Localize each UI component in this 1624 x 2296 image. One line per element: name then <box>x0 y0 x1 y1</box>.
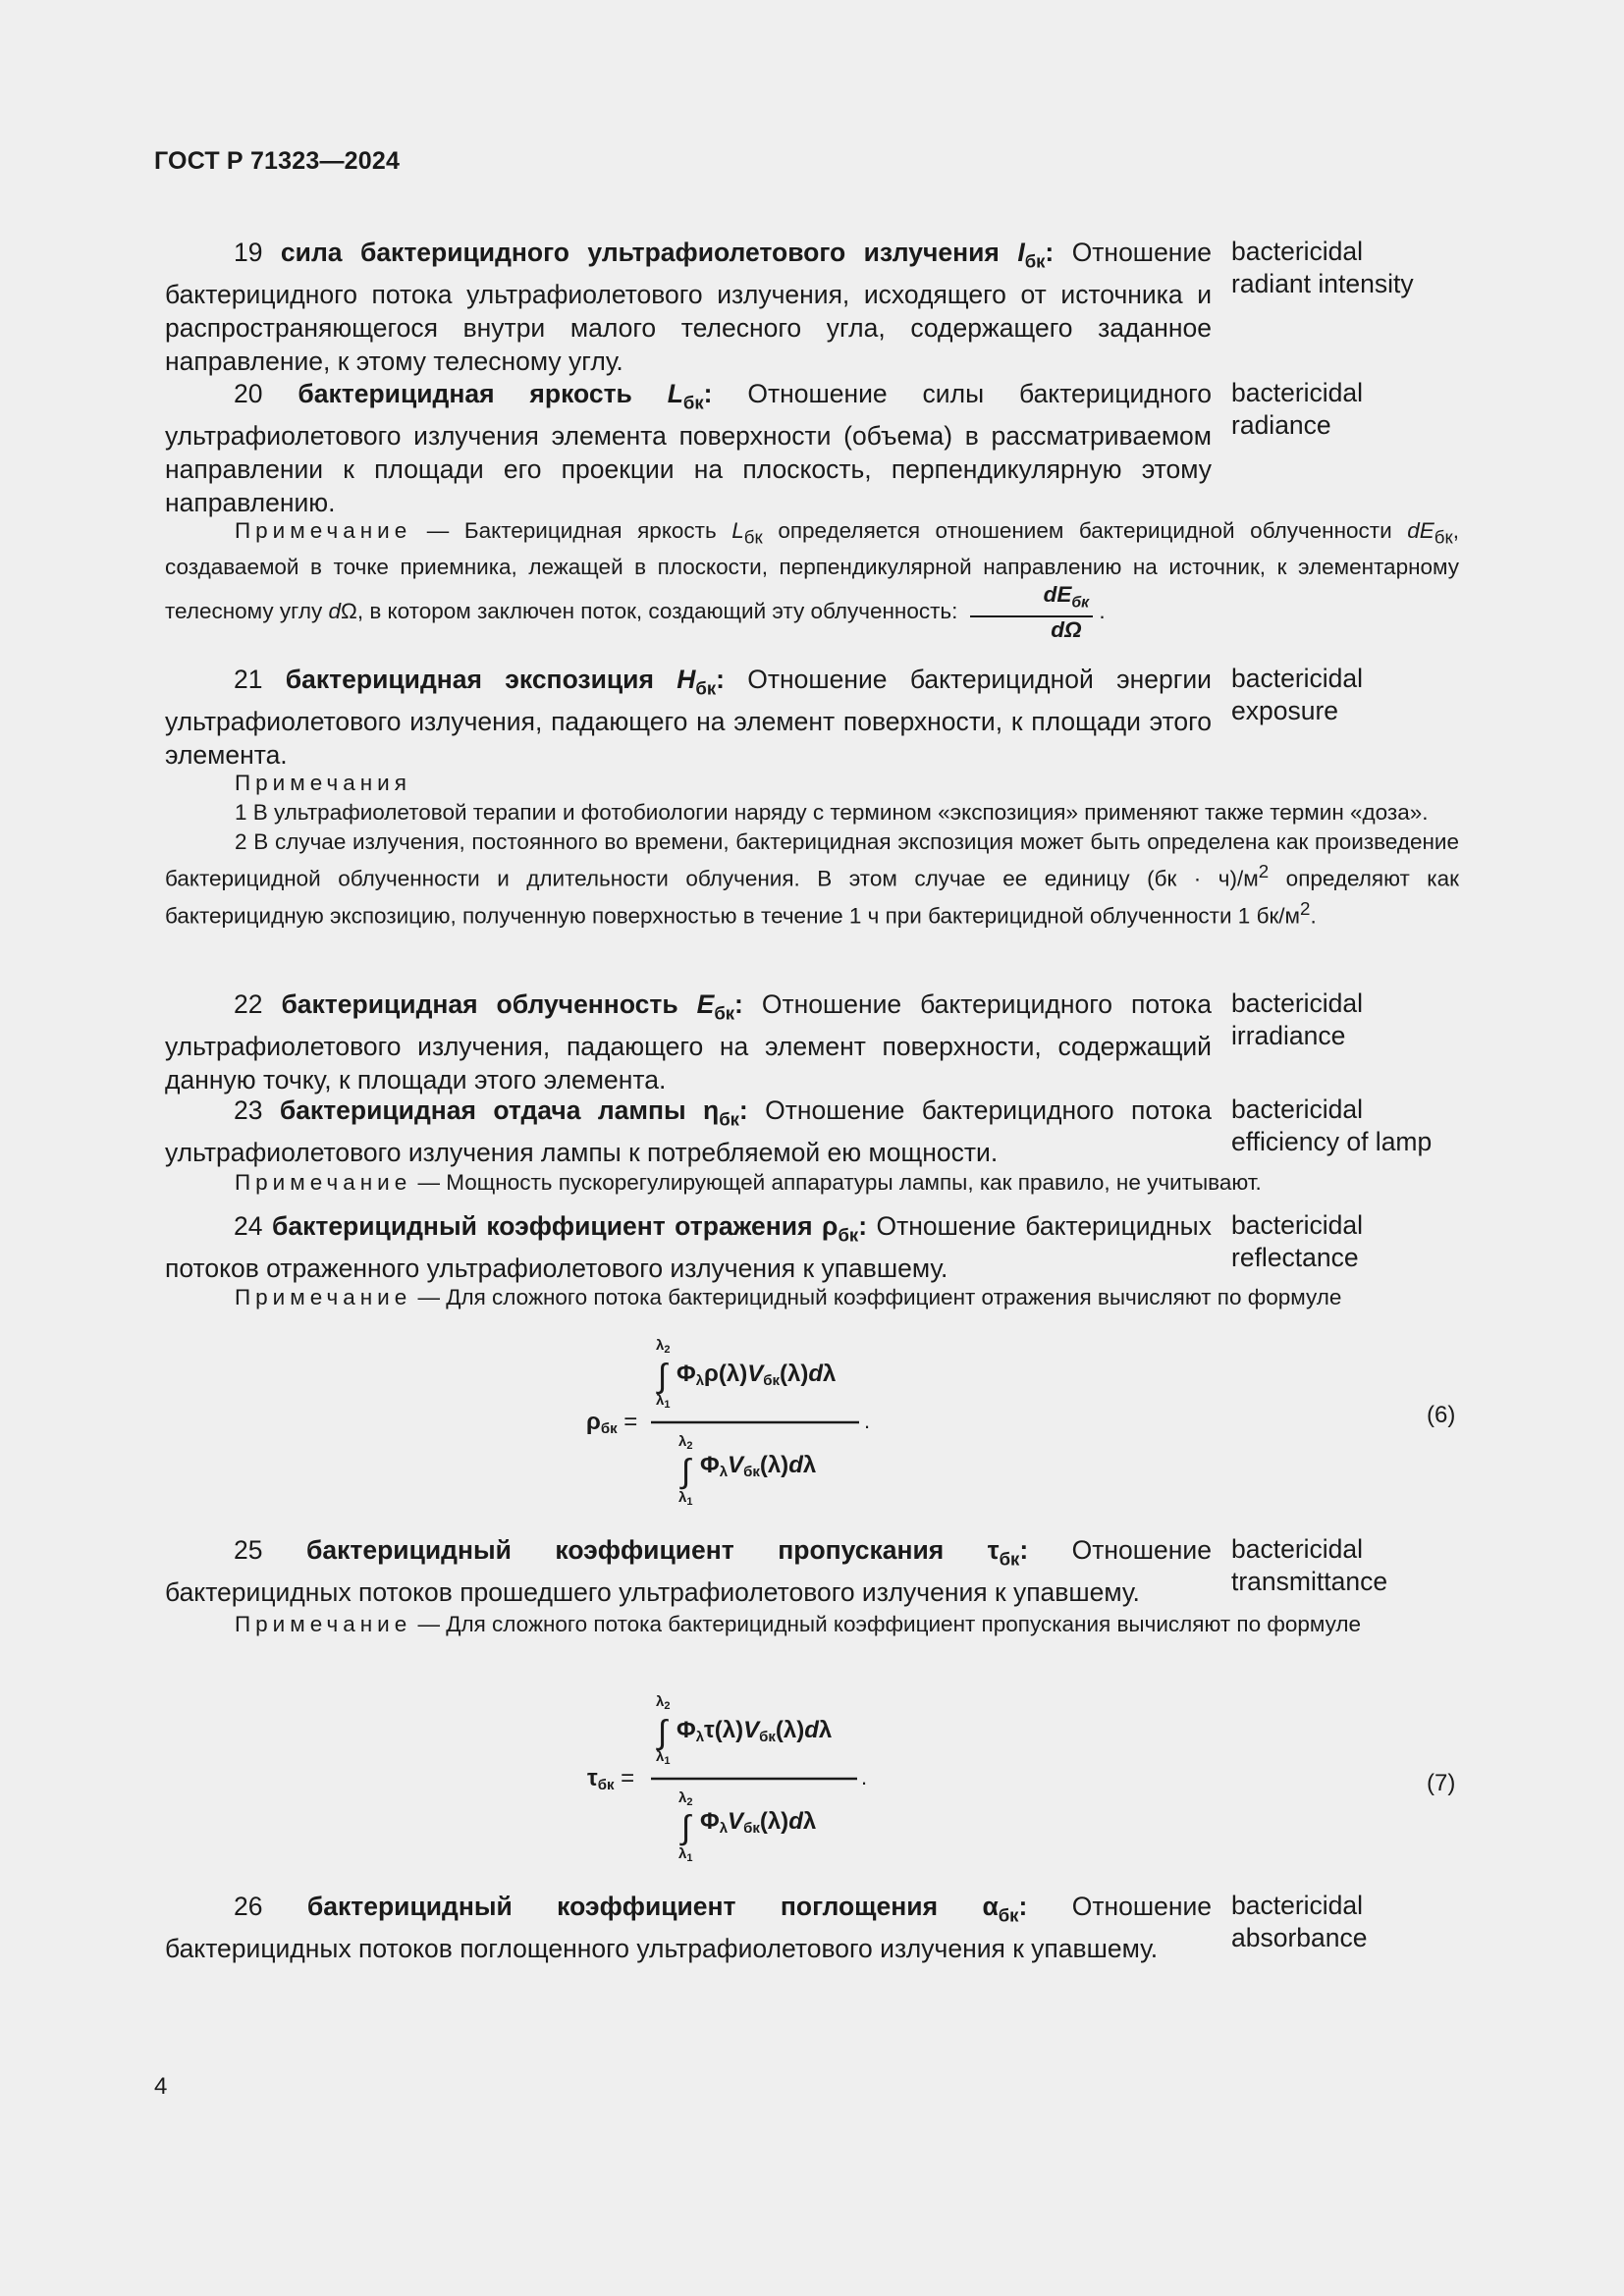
svg-text:Φλρ(λ)Vбк(λ)dλ: Φλρ(λ)Vбк(λ)dλ <box>677 1361 837 1389</box>
svg-text:ρбк =: ρбк = <box>586 1409 638 1437</box>
term-22-name: бактерицидная облученность <box>281 989 678 1019</box>
term-22 <box>165 988 1467 1096</box>
term-21-name: бактерицидная экспозиция <box>285 665 654 694</box>
term-20-definition: 20 бактерицидная яркость $L_{бк}$: Отношение силы бактерицидного ультрафиолетового излучения элемента поверхности (объема) в рассматриваемом направлении к площади его проекции на плоскость, перпендикулярную этому направлению. <box>165 379 1212 518</box>
equation-number-6: (6) <box>1427 1402 1456 1428</box>
term-25 <box>165 1533 1467 1609</box>
svg-text:∫: ∫ <box>658 1358 668 1395</box>
svg-text:Φλτ(λ)Vбк(λ)dλ: Φλτ(λ)Vбк(λ)dλ <box>677 1717 833 1745</box>
svg-text:λ2: $\lambda_2$ <box>678 1789 693 1808</box>
svg-text:λ1: $\lambda_1$ <box>678 1845 693 1864</box>
note-term-25: Примечание — Для сложного потока бактерицидный коэффициент пропускания вычисляют по формуле <box>235 1612 1361 1636</box>
note-term-20: Примечание — Бактерицидная яркость $L_{бк}$ определяется отношением бактерицидной облученности $dE_{бк}$, создаваемой в точке приемника, лежащей в плоскости, перпендикулярной направлению на источник, к элементарному телесному углу dΩ, в котором заключен поток, создающий эту облученность: $dE_{бк}$ dΩ . <box>165 518 1459 642</box>
svg-text:λ2: $\lambda_2$ <box>678 1433 693 1452</box>
equation-number-7: (7) <box>1427 1770 1456 1796</box>
term-25-english: bactericidal transmittance <box>1231 1534 1388 1596</box>
term-25-name: бактерицидный коэффициент пропускания <box>306 1535 945 1565</box>
term-23-name: бактерицидная отдача лампы <box>279 1095 686 1125</box>
svg-text:∫: ∫ <box>681 1809 691 1846</box>
note-term-23: Примечание — Мощность пускорегулирующей аппаратуры лампы, как правило, не учитывают. <box>235 1170 1262 1195</box>
note-term-24: Примечание — Для сложного потока бактерицидный коэффициент отражения вычисляют по формуле <box>235 1285 1342 1309</box>
term-24-english: bactericidal reflectance <box>1231 1210 1364 1272</box>
notes-term-21: Примечания 1 В ультрафиолетовой терапии и фотобиологии наряду с термином «экспозиция» применяют также термин «доза». 2 В случае излучения, постоянного во времени, бактерицидная экспозиция может быть определена как произведение бактерицидной облученности и длительности облучения. В этом случае ее единицу $(бк \cdot ч)/м^2$ определяют как бактерицидную экспозицию, полученную поверхностью в течение 1 ч при бактерицидной облученности 1 $бк/м^2$. <box>165 769 1459 931</box>
term-21-english: bactericidal exposure <box>1231 664 1364 725</box>
svg-text:λ1: $\lambda_1$ <box>656 1748 671 1767</box>
term-20-english: bactericidal radiance <box>1231 378 1364 440</box>
note-21-2: 2 В случае излучения, постоянного во времени, бактерицидная экспозиция может быть определена как произведение бактерицидной облученности и длительности облучения. В этом случае ее единицу $(бк \cdot ч)/м^2$ определяют как бактерицидную экспозицию, полученную поверхностью в течение 1 ч при бактерицидной облученности 1 $бк/м^2$. <box>165 829 1459 928</box>
svg-text:∫: ∫ <box>658 1714 668 1751</box>
fraction-dE-dOmega: $dE_{бк}$ dΩ <box>970 582 1094 644</box>
term-20-name: бактерицидная яркость <box>298 379 632 408</box>
term-20 <box>165 377 1467 519</box>
term-26-definition: 26 бактерицидный коэффициент поглощения $\alpha_{бк}$: Отношение бактерицидных потоков поглощенного ультрафиолетового излучения к упавшему. <box>165 1892 1212 1964</box>
svg-text:∫: ∫ <box>681 1453 691 1490</box>
term-19-definition: 19 сила бактерицидного ультрафиолетового излучения $I_{бк}$: Отношение бактерицидного потока ультрафиолетового излучения, исходящего от источника и распространяющегося внутри малого телесного угла, содержащего заданное направление, к этому телесному углу. <box>165 238 1212 377</box>
term-26-name: бактерицидный коэффициент поглощения <box>306 1892 939 1921</box>
svg-text:λ1: $\lambda_1$ <box>678 1489 693 1508</box>
term-23-english: bactericidal efficiency of lamp <box>1231 1095 1433 1156</box>
document-header: ГОСТ Р 71323—2024 <box>154 147 401 175</box>
term-21 <box>165 663 1467 772</box>
page-number: 4 <box>154 2073 168 2100</box>
term-24-definition: 24 бактерицидный коэффициент отражения $\rho_{бк}$: Отношение бактерицидных потоков отраженного ультрафиолетового излучения к упавшему. <box>165 1211 1212 1284</box>
term-22-english: bactericidal irradiance <box>1231 988 1364 1050</box>
term-26 <box>165 1890 1467 1965</box>
term-23-definition: 23 бактерицидная отдача лампы $\eta_{бк}$: Отношение бактерицидного потока ультрафиолетового излучения лампы к потребляемой ею мощности. <box>165 1095 1212 1168</box>
term-26-english: bactericidal absorbance <box>1231 1891 1368 1952</box>
term-24-name: бактерицидный коэффициент отражения <box>271 1211 813 1241</box>
term-19-name: сила бактерицидного ультрафиолетового излучения <box>280 238 1000 267</box>
term-21-definition: 21 бактерицидная экспозиция $H_{бк}$: Отношение бактерицидной энергии ультрафиолетового излучения, падающего на элемент поверхности, к площади этого элемента. <box>165 665 1212 771</box>
svg-text:ΦλVбк(λ)dλ: ΦλVбк(λ)dλ <box>700 1808 817 1837</box>
svg-text:λ2: $\lambda_2$ <box>656 1337 671 1356</box>
term-22-definition: 22 бактерицидная облученность $E_{бк}$: Отношение бактерицидного потока ультрафиолетового излучения, падающего на элемент поверхности, содержащий данную точку, к площади этого элемента. <box>165 989 1212 1095</box>
term-19-english: bactericidal radiant intensity <box>1231 237 1414 298</box>
term-23 <box>165 1094 1467 1169</box>
svg-text:.: . <box>864 1409 871 1433</box>
formula-7 <box>579 1686 903 1878</box>
term-24 <box>165 1209 1467 1285</box>
svg-text:λ2: $\lambda_2$ <box>656 1693 671 1712</box>
term-19 <box>165 236 1467 378</box>
svg-text:λ1: $\lambda_1$ <box>656 1392 671 1411</box>
note-21-1: 1 В ультрафиолетовой терапии и фотобиологии наряду с термином «экспозиция» применяют также термин «доза». <box>235 800 1429 825</box>
svg-text:ΦλVбк(λ)dλ: ΦλVбк(λ)dλ <box>700 1452 817 1480</box>
svg-text:τбк =: τбк = <box>587 1765 635 1793</box>
svg-text:.: . <box>861 1765 868 1789</box>
formula-6 <box>579 1330 903 1522</box>
term-25-definition: 25 бактерицидный коэффициент пропускания $\tau_{бк}$: Отношение бактерицидных потоков прошедшего ультрафиолетового излучения к упавшему. <box>165 1535 1212 1608</box>
